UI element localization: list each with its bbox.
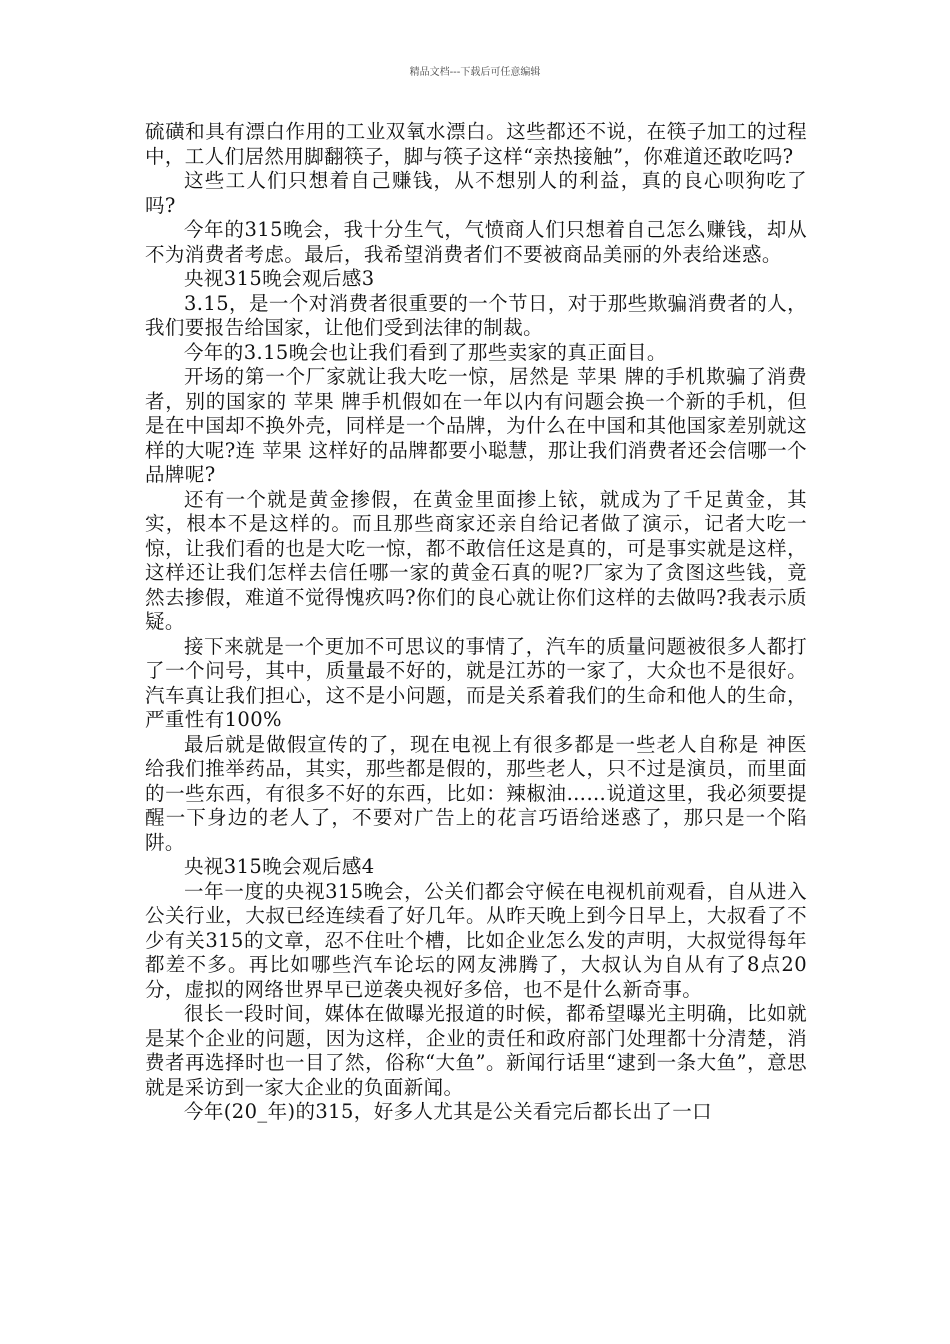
section-heading: 央视315晚会观后感3: [184, 267, 375, 290]
section-heading: 央视315晚会观后感4: [184, 855, 375, 878]
document-body: [145, 120, 807, 1125]
paragraph: 一年一度的央视315晚会，公关们都会守候在电视机前观看，自从进入公关行业，大叔已经连续看了好几年。从昨天晚上到今日早上，大叔看了不少有关315的文章，忍不住吐个槽，比如企业怎么发的声明，大叔觉得每年都差不多。再比如哪些汽车论坛的网友沸腾了，大叔认为自从有了8点20分，虚拟的网络世界早已逆袭央视好多倍，也不是什么新奇事。: [145, 879, 807, 1001]
paragraph: 3.15，是一个对消费者很重要的一个节日，对于那些欺骗消费者的人，我们要报告给国家，让他们受到法律的制裁。: [145, 291, 807, 339]
page-header: 精品文档---下载后可任意编辑: [409, 67, 541, 78]
paragraph: 今年(20_年)的315，好多人尤其是公关看完后都长出了一口: [184, 1100, 712, 1123]
paragraph: 还有一个就是黄金掺假，在黄金里面掺上铱，就成为了千足黄金，其实，根本不是这样的。而且那些商家还亲自给记者做了演示，记者大吃一惊，让我们看的也是大吃一惊，都不敢信任这是真的，可是事实就是这样，这样还让我们怎样去信任哪一家的黄金石真的呢?厂家为了贪图这些钱，竟然去掺假，难道不觉得愧疚吗?你们的良心就让你们这样的去做吗?我表示质疑。: [145, 487, 807, 633]
paragraph: 接下来就是一个更加不可思议的事情了，汽车的质量问题被很多人都打了一个问号，其中，质量最不好的，就是江苏的一家了，大众也不是很好。汽车真让我们担心，这不是小问题，而是关系着我们的生命和他人的生命，严重性有100%: [145, 634, 807, 731]
paragraph: 开场的第一个厂家就让我大吃一惊，居然是 苹果 牌的手机欺骗了消费者，别的国家的 苹果 牌手机假如在一年以内有问题会换一个新的手机，但是在中国却不换外壳，同样是一个品牌，为什么在中国和其他国家差别就这样的大呢?连 苹果 这样好的品牌都要小聪慧，那让我们消费者还会信哪一个品牌呢?: [145, 365, 807, 486]
paragraph: 这些工人们只想着自己赚钱，从不想别人的利益，真的良心呗狗吃了吗?: [145, 169, 807, 217]
paragraph: 最后就是做假宣传的了，现在电视上有很多都是一些老人自称是 神医 给我们推举药品，其实，那些都是假的，那些老人，只不过是演员，而里面的一些东西，有很多不好的东西，比如：辣椒油……说道这里，我必须要提醒一下身边的老人了，不要对广告上的花言巧语给迷惑了，那只是一个陷阱。: [145, 732, 807, 854]
paragraph: 硫磺和具有漂白作用的工业双氧水漂白。这些都还不说，在筷子加工的过程中，工人们居然用脚翻筷子，脚与筷子这样“亲热接触”，你难道还敢吃吗?: [145, 120, 807, 168]
paragraph: 今年的315晚会，我十分生气，气愤商人们只想着自己怎么赚钱，却从不为消费者考虑。最后，我希望消费者们不要被商品美丽的外表给迷惑。: [145, 218, 807, 266]
paragraph: 很长一段时间，媒体在做曝光报道的时候，都希望曝光主明确，比如就是某个企业的问题，因为这样，企业的责任和政府部门处理都十分清楚，消费者再选择时也一目了然，俗称“大鱼”。新闻行话里“逮到一条大鱼”，意思就是采访到一家大企业的负面新闻。: [145, 1002, 807, 1099]
paragraph: 今年的3.15晚会也让我们看到了那些卖家的真正面目。: [184, 340, 667, 364]
